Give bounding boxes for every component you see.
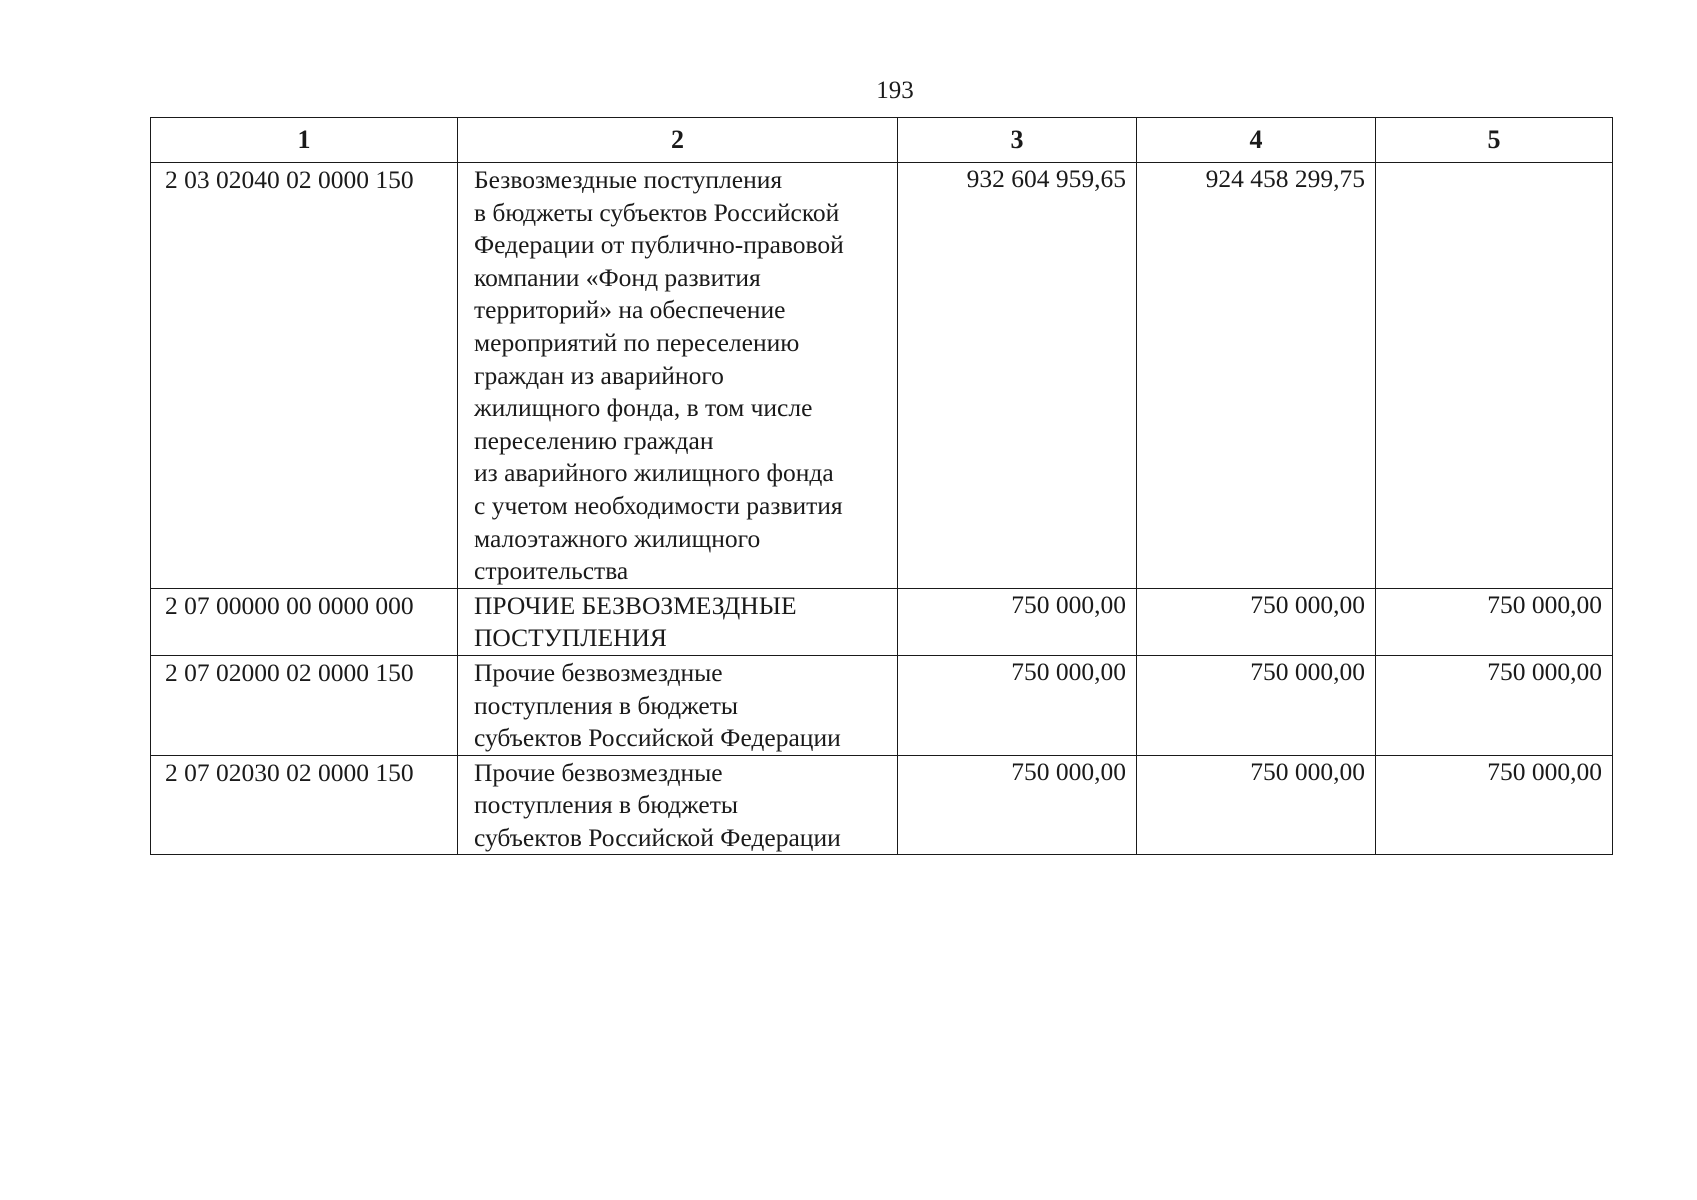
name-line: ПОСТУПЛЕНИЯ <box>474 623 667 653</box>
row-value-col4: 750 000,00 <box>1137 588 1376 655</box>
header-col-5: 5 <box>1376 118 1613 163</box>
name-line: переселению граждан <box>474 425 714 455</box>
row-code: 2 07 02000 02 0000 150 <box>151 655 458 755</box>
table-header-row <box>151 118 1613 163</box>
name-line: субъектов Российской Федерации <box>474 723 841 753</box>
row-code: 2 07 02030 02 0000 150 <box>151 755 458 855</box>
row-value-col4: 924 458 299,75 <box>1137 163 1376 589</box>
name-line: мероприятий по переселению <box>474 327 800 357</box>
name-line: в бюджеты субъектов Российской <box>474 197 840 227</box>
header-col-2: 2 <box>458 118 898 163</box>
header-col-3: 3 <box>898 118 1137 163</box>
name-line: из аварийного жилищного фонда <box>474 458 834 488</box>
page-number: 193 <box>876 77 914 104</box>
row-name <box>458 588 898 655</box>
table-row <box>151 163 1613 589</box>
row-value-col3: 932 604 959,65 <box>898 163 1137 589</box>
row-value-col3: 750 000,00 <box>898 755 1137 855</box>
header-col-1: 1 <box>151 118 458 163</box>
row-name <box>458 755 898 855</box>
name-line: Безвозмездные поступления <box>474 165 783 194</box>
row-value-col4: 750 000,00 <box>1137 655 1376 755</box>
row-value-col4: 750 000,00 <box>1137 755 1376 855</box>
name-line: граждан из аварийного <box>474 360 724 390</box>
name-line: поступления в бюджеты <box>474 790 738 820</box>
name-line: субъектов Российской Федерации <box>474 822 841 852</box>
row-value-col5: 750 000,00 <box>1376 588 1613 655</box>
row-code: 2 07 00000 00 0000 000 <box>151 588 458 655</box>
name-line: компании «Фонд развития <box>474 262 761 292</box>
name-line: территорий» на обеспечение <box>474 295 786 325</box>
table-row <box>151 655 1613 755</box>
table-row <box>151 755 1613 855</box>
name-line: строительства <box>474 556 629 586</box>
table-row <box>151 588 1613 655</box>
header-col-4: 4 <box>1137 118 1376 163</box>
name-line: жилищного фонда, в том числе <box>474 393 813 423</box>
row-value-col3: 750 000,00 <box>898 655 1137 755</box>
budget-table <box>150 117 1613 855</box>
name-line: Прочие безвозмездные <box>474 757 723 787</box>
row-value-col3: 750 000,00 <box>898 588 1137 655</box>
name-line: малоэтажного жилищного <box>474 523 761 553</box>
row-name <box>458 655 898 755</box>
row-value-col5: 750 000,00 <box>1376 655 1613 755</box>
name-line: ПРОЧИЕ БЕЗВОЗМЕЗДНЫЕ <box>474 590 797 620</box>
row-value-col5: 750 000,00 <box>1376 755 1613 855</box>
name-line: с учетом необходимости развития <box>474 490 843 520</box>
name-line: Федерации от публично-правовой <box>474 230 844 260</box>
row-code: 2 03 02040 02 0000 150 <box>151 163 458 589</box>
name-line: поступления в бюджеты <box>474 690 738 720</box>
name-line: Прочие безвозмездные <box>474 657 723 687</box>
row-value-col5 <box>1376 163 1613 589</box>
row-name <box>458 163 898 589</box>
